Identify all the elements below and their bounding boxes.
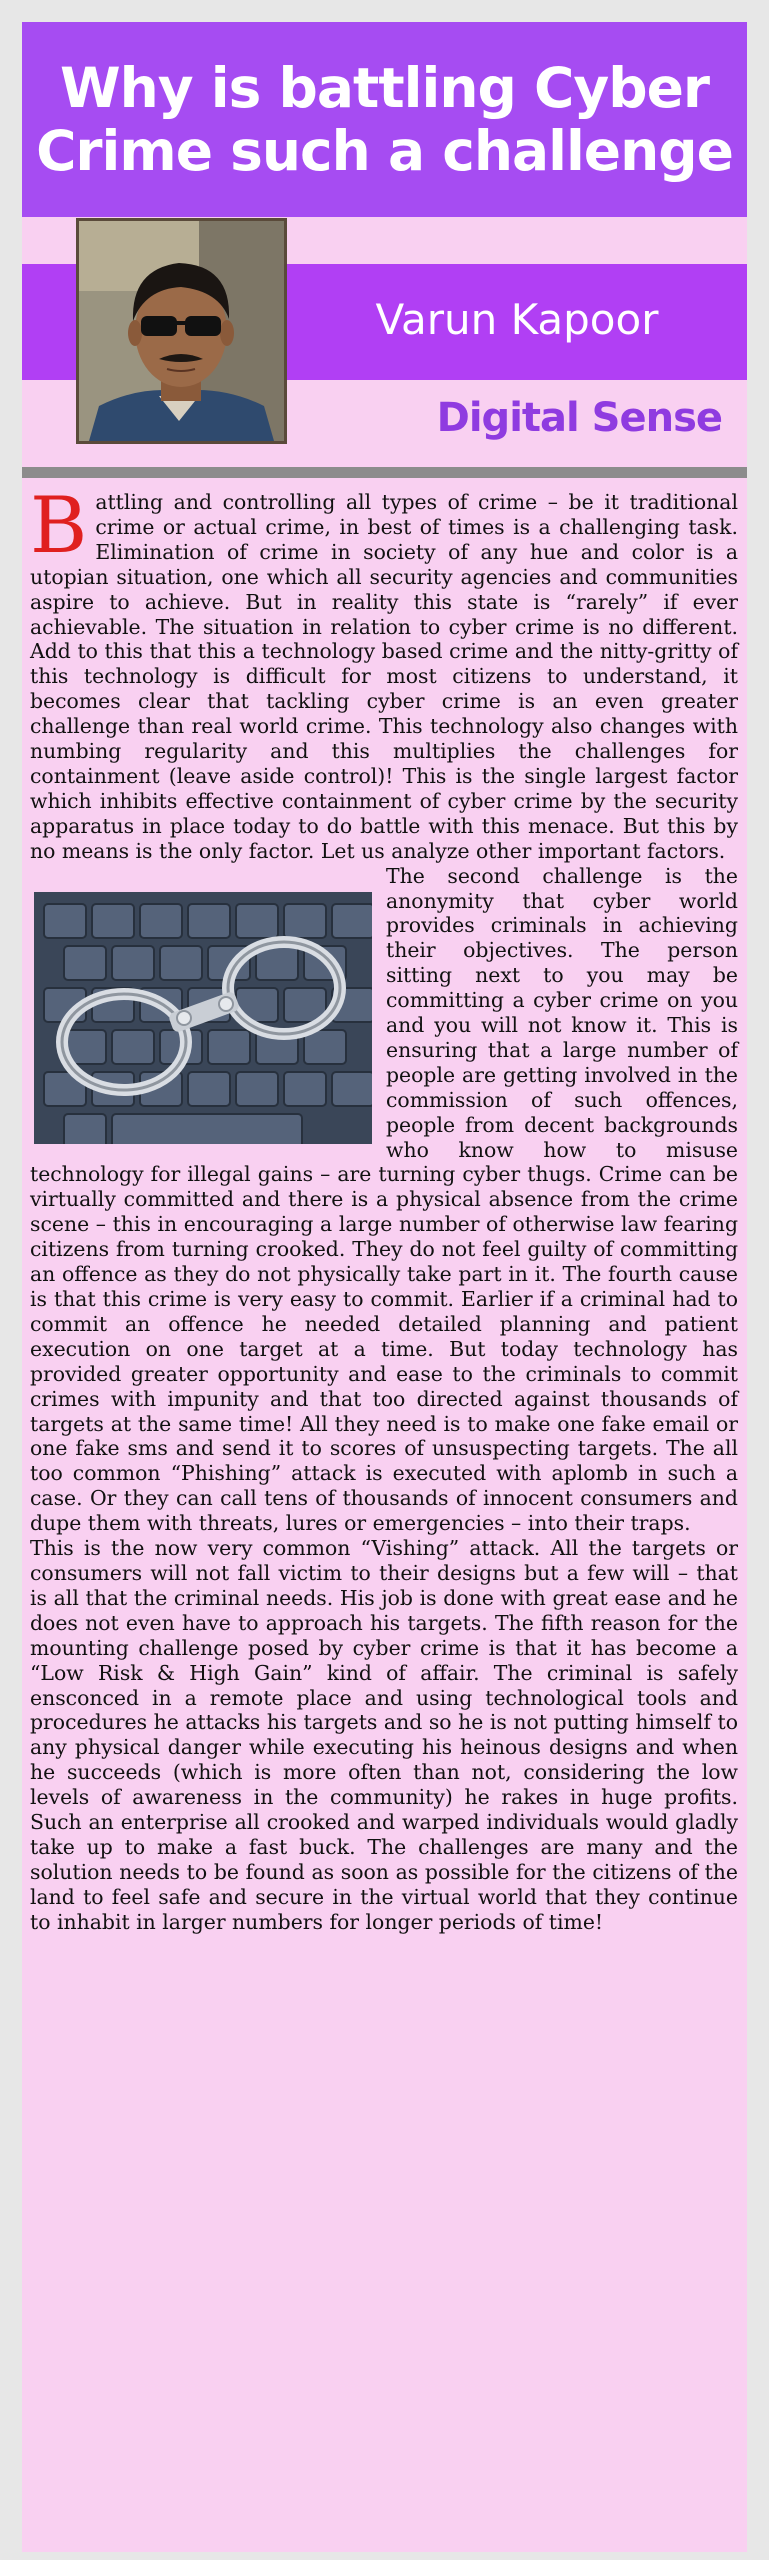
- author-portrait-graphic: [79, 221, 284, 441]
- handcuffs-photo: [34, 892, 372, 1144]
- paragraph-text: This is the now very common “Vishing” attack. All the targets or consumers will not fall victim to their designs but a few will – that is all that the criminal needs. His job is done with great ease and he does not even have to approach his targets. The fifth reason for the mounting challenge posed by cyber crime is that it has become a “Low Risk & High Gain” kind of affair. The criminal is safely ensconced in a remote place and using technological tools and procedures he attacks his targets and so he is not putting himself to any physical danger while executing his heinous designs and when he succeeds (which is more often than not, considering the low levels of awareness in the community) he rakes in huge profits. Such an enterprise all crooked and warped individuals would gladly take up to make a fast buck. The challenges are many and the solution needs to be found as soon as possible for the citizens of the land to feel safe and secure in the virtual world that they continue to inhabit in larger numbers for longer periods of time!: [30, 1536, 738, 1934]
- page-title: Why is battling Cyber Crime such a challenge: [36, 55, 733, 183]
- article-paragraph-2: [30, 864, 738, 1536]
- drop-cap: B: [30, 481, 88, 571]
- newspaper-page: [22, 22, 747, 2552]
- handcuffs-keyboard-graphic: [34, 892, 372, 1144]
- article-paragraph-1: [30, 481, 738, 864]
- paragraph-text: The second challenge is the anonymity that cyber world provides criminals in achieving their objectives. The person sitting next to you may be committing a cyber crime on you and you will not know it. This is ensuring that a large number of people are getting involved in the commission of such offences, people from decent backgrounds who know how to misuse technology for illegal gains – are turning cyber thugs. Crime can be virtually committed and there is a physical absence from the crime scene – this in encouraging a large number of otherwise law fearing citizens from turning crooked. They do not feel guilty of committing an offence as they do not physically take part in it. The fourth cause is that this crime is very easy to commit. Earlier if a criminal had to commit an offence he needed detailed planning and patient execution on one target at a time. But today technology has provided greater opportunity and ease to the criminals to commit crimes with impunity and that too directed against thousands of targets at the same time! All they need is to make one fake email or one fake sms and send it to scores of unsuspecting targets. The all too common “Phishing” attack is executed with aplomb in such a case. Or they can call tens of thousands of innocent consumers and dupe them with threats, lures or emergencies – into their traps.: [30, 863, 738, 1536]
- author-photo: [76, 218, 287, 444]
- article-paragraph-3: [30, 1536, 738, 1935]
- title-banner: [22, 22, 747, 217]
- column-name: Digital Sense: [436, 395, 722, 441]
- paragraph-text: attling and controlling all types of crime – be it traditional crime or actual crime, in best of times is a challenging task. Elimination of crime in society of any hue and color is a utopian situation, one which all security agencies and communities aspire to achieve. But in reality this state is “rarely” if ever achievable. The situation in relation to cyber crime is no different. Add to this that this a technology based crime and the nitty-gritty of this technology is difficult for most citizens to understand, it becomes clear that tackling cyber crime is an even greater challenge than real world crime. This technology also changes with numbing regularity and this multiplies the challenges for containment (leave aside control)! This is the single largest factor which inhibits effective containment of cyber crime by the security apparatus in place today to do battle with this menace. But this by no means is the only factor. Let us analyze other important factors.: [30, 490, 738, 863]
- divider-rule: [22, 467, 747, 478]
- article-body: [30, 481, 738, 1935]
- author-name: Varun Kapoor: [375, 295, 659, 344]
